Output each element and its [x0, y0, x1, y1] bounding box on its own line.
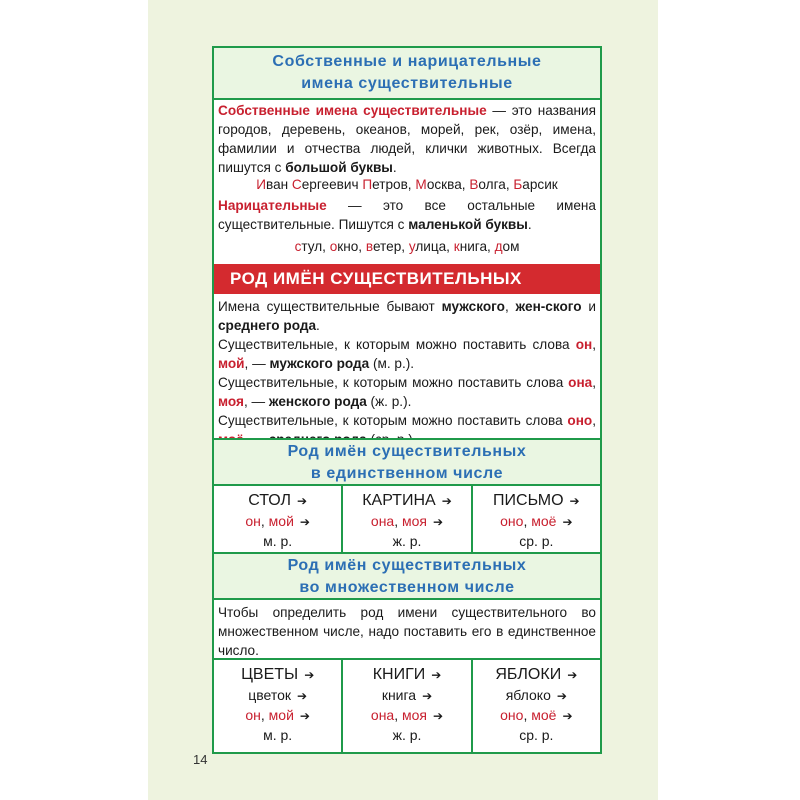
example-initial: В	[469, 177, 479, 192]
pronoun: мой	[268, 513, 294, 529]
plural-explanation: Чтобы определить род имени существительного во множественном числе, надо поставить его в единственное число.	[218, 605, 596, 658]
arrow-icon: ➔	[297, 494, 308, 508]
comma: ,	[592, 375, 596, 390]
bold-text: большой буквы	[285, 160, 393, 175]
pronoun: оно	[500, 513, 524, 529]
gender-cell	[343, 660, 472, 752]
noun-word: ПИСЬМО	[493, 492, 564, 509]
text: и	[581, 299, 596, 314]
pronoun: моя	[402, 707, 427, 723]
arrow-icon: ➔	[569, 494, 580, 508]
example-rest: ван	[266, 177, 292, 192]
pronoun-row	[343, 512, 470, 532]
rule-prefix: Существительные, к которым можно поставить слова	[218, 375, 569, 390]
gender-rule	[218, 335, 596, 373]
noun-row	[214, 664, 341, 686]
title-line: в единственном числе	[310, 465, 504, 482]
example-rest: арсик	[522, 177, 558, 192]
gender-abbr: ср. р.	[519, 533, 554, 549]
text: ,	[504, 299, 516, 314]
singular-grid	[214, 486, 600, 552]
gender-rule	[218, 373, 596, 411]
comma: ,	[592, 337, 596, 352]
proper-nouns-paragraph	[218, 101, 596, 177]
noun-row	[214, 490, 341, 512]
section-title-proper-common	[214, 48, 600, 98]
singular-word: цветок	[248, 687, 292, 703]
rule-prefix: Существительные, к которым можно поставить слова	[218, 413, 568, 428]
gender-name: мужского рода	[269, 356, 370, 371]
gender-abbr: м. р.	[263, 533, 293, 549]
dash: , —	[243, 394, 269, 409]
arrow-icon: ➔	[433, 709, 444, 723]
examples-common	[218, 237, 596, 256]
arrow-icon: ➔	[422, 689, 433, 703]
gender-abbr: (ж. р.).	[366, 394, 412, 409]
example-rest: тул,	[301, 239, 330, 254]
comma: ,	[523, 707, 532, 723]
text: — это все остальные имена существительные. Пишутся с	[218, 198, 596, 232]
noun-word: ЦВЕТЫ	[241, 666, 299, 683]
pronoun: она	[370, 707, 395, 723]
comma: ,	[592, 413, 596, 428]
example-rest: олга,	[478, 177, 514, 192]
example-rest: ом	[502, 239, 520, 254]
text: Имена существительные бывают	[218, 299, 442, 314]
common-nouns-paragraph	[218, 196, 596, 234]
gender-cell	[473, 660, 600, 752]
example-initial: у	[408, 239, 416, 254]
example-rest: лица,	[415, 239, 454, 254]
arrow-icon: ➔	[433, 515, 444, 529]
pronoun-row	[473, 512, 600, 532]
gender-rules	[218, 335, 596, 449]
examples-proper	[218, 175, 596, 194]
text: .	[392, 160, 397, 175]
noun-word: СТОЛ	[248, 492, 292, 509]
noun-row	[343, 490, 470, 512]
example-rest: осква,	[426, 177, 470, 192]
pronoun: мой	[218, 356, 245, 371]
arrow-icon: ➔	[562, 515, 573, 529]
noun-row	[473, 664, 600, 686]
singular-word: яблоко	[505, 687, 551, 703]
text: .	[527, 217, 532, 232]
term-common: Нарицательные	[218, 198, 327, 213]
gender-banner: РОД ИМЁН СУЩЕСТВИТЕЛЬНЫХ	[214, 264, 600, 294]
pronoun: он	[575, 337, 593, 352]
example-initial: д	[494, 239, 503, 254]
gender-cell	[343, 486, 472, 552]
comma: ,	[394, 707, 402, 723]
page-number: 14	[193, 752, 208, 767]
bold-text: жен-ского	[515, 299, 582, 314]
dash: , —	[244, 356, 270, 371]
singular-row	[214, 686, 341, 706]
gender-name: женского рода	[268, 394, 367, 409]
singular-row	[343, 686, 470, 706]
rules-card	[212, 46, 602, 754]
gender-abbr: (м. р.).	[369, 356, 415, 371]
divider	[214, 598, 600, 600]
section-title-singular	[214, 440, 600, 484]
pronoun-row	[473, 706, 600, 726]
noun-row	[473, 490, 600, 512]
bold-text: маленькой буквы	[408, 217, 528, 232]
noun-word: ЯБЛОКИ	[495, 666, 562, 683]
pronoun: он	[245, 707, 261, 723]
arrow-icon: ➔	[297, 689, 308, 703]
arrow-icon: ➔	[562, 709, 573, 723]
rule-prefix: Существительные, к которым можно поставить слова	[218, 337, 576, 352]
example-initial: о	[329, 239, 338, 254]
pronoun: моё	[531, 513, 557, 529]
example-initial: в	[365, 239, 373, 254]
example-rest: кно,	[337, 239, 366, 254]
comma: ,	[260, 513, 269, 529]
term-proper: Собственные имена существительные	[218, 103, 487, 118]
title-line: Род имён существительных	[287, 443, 527, 460]
text: — это названия городов, деревень, океанов, морей, рек, озёр, имена, фамилии и отчества людей, клички животных. Всегда пишутся с	[218, 103, 596, 175]
bold-text: мужского	[441, 299, 505, 314]
pronoun: оно	[567, 413, 593, 428]
example-initial: П	[362, 177, 373, 192]
arrow-icon: ➔	[299, 515, 310, 529]
arrow-icon: ➔	[304, 668, 315, 682]
singular-word: книга	[381, 687, 417, 703]
example-initial: с	[294, 239, 302, 254]
example-initial: к	[453, 239, 460, 254]
gender-abbr: ж. р.	[392, 727, 422, 743]
pronoun: моё	[531, 707, 557, 723]
title-line: во множественном числе	[299, 579, 515, 596]
example-initial: И	[256, 177, 266, 192]
gender-intro	[218, 297, 596, 335]
section-title-plural	[214, 554, 600, 598]
example-rest: етров,	[372, 177, 416, 192]
gender-cell	[214, 486, 343, 552]
gender-cell	[214, 660, 343, 752]
pronoun-row	[343, 706, 470, 726]
noun-row	[343, 664, 470, 686]
comma: ,	[260, 707, 269, 723]
gender-cell	[473, 486, 600, 552]
plural-grid	[214, 660, 600, 752]
comma: ,	[394, 513, 402, 529]
gender-abbr: ср. р.	[519, 727, 554, 743]
arrow-icon: ➔	[567, 668, 578, 682]
pronoun-row	[214, 706, 341, 726]
title-line: Род имён существительных	[287, 557, 527, 574]
title-line: Собственные и нарицательные	[272, 53, 542, 70]
pronoun: он	[245, 513, 261, 529]
arrow-icon: ➔	[431, 668, 442, 682]
example-rest: нига,	[459, 239, 495, 254]
arrow-icon: ➔	[299, 709, 310, 723]
example-rest: ергеевич	[301, 177, 363, 192]
pronoun: оно	[500, 707, 524, 723]
arrow-icon: ➔	[441, 494, 452, 508]
pronoun: она	[568, 375, 593, 390]
title-line: имена существительные	[301, 75, 513, 92]
pronoun: она	[370, 513, 395, 529]
pronoun: моя	[402, 513, 427, 529]
example-initial: Б	[513, 177, 523, 192]
arrow-icon: ➔	[556, 689, 567, 703]
pronoun: моя	[218, 394, 244, 409]
pronoun: мой	[268, 707, 294, 723]
gender-abbr: ж. р.	[392, 533, 422, 549]
divider	[214, 98, 600, 100]
example-rest: етер,	[372, 239, 409, 254]
comma: ,	[523, 513, 532, 529]
gender-abbr: м. р.	[263, 727, 293, 743]
singular-row	[473, 686, 600, 706]
pronoun-row	[214, 512, 341, 532]
bold-text: среднего рода	[218, 318, 317, 333]
noun-word: КНИГИ	[372, 666, 426, 683]
example-initial: С	[291, 177, 302, 192]
noun-word: КАРТИНА	[362, 492, 436, 509]
text: .	[316, 318, 320, 333]
example-initial: М	[415, 177, 427, 192]
